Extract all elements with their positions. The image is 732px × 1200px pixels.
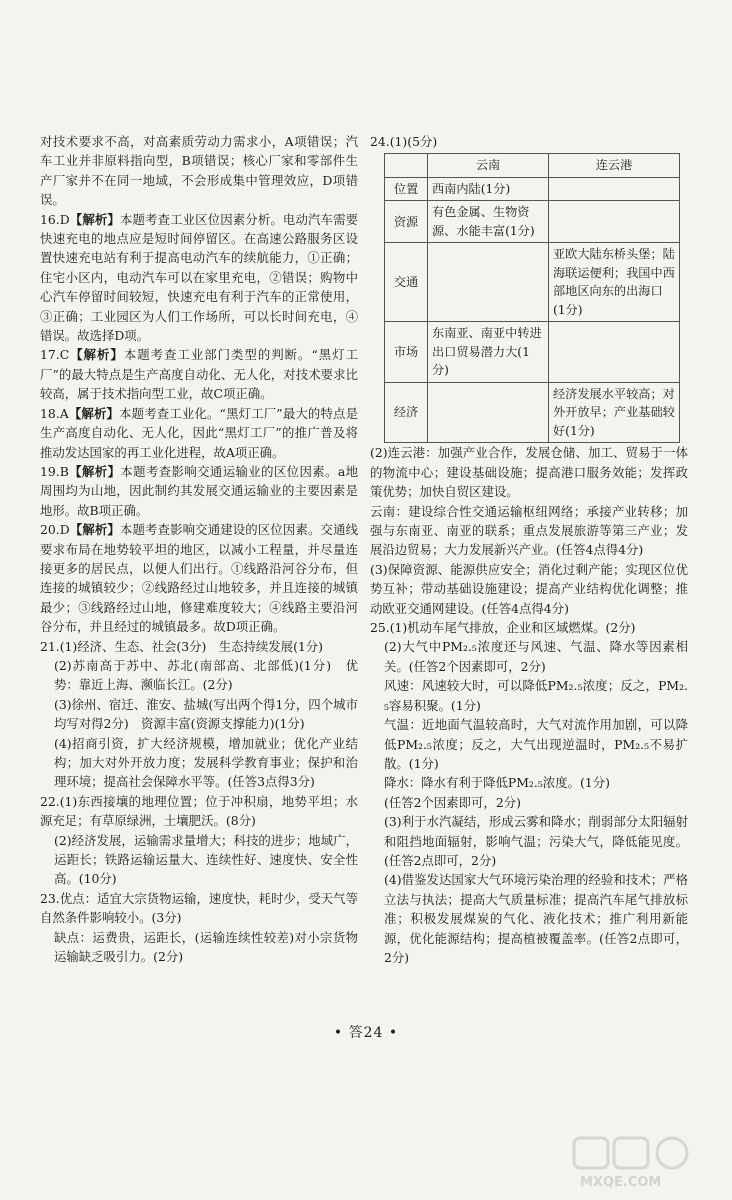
left-column — [40, 132, 358, 966]
answer-25-3: (3)利于水汽凝结，形成云雾和降水；削弱部分太阳辐射和阻挡地面辐射，影响气温；污染大气，降低能见度。(任答2点即可，2分) — [384, 814, 688, 868]
table-header-cell: 云南 — [428, 154, 549, 178]
table-cell: 东南亚、南亚中转进出口贸易潜力大(1分) — [428, 322, 549, 383]
table-cell: 交通 — [385, 243, 428, 322]
answer-19: 19.B【解析】本题考查影响交通运输业的区位因素。a地周围均为山地，因此制约其发展交通运输业的主要因素是地形。故B项正确。 — [40, 463, 359, 518]
table-row — [385, 201, 680, 243]
answer-21-4: (4)招商引资，扩大经济规模，增加就业；优化产业结构；加大对外开放力度；发展科学教育事业；保护和治理环境；提高社会保障水平等。(任答3点得3分) — [54, 735, 358, 790]
answer-23-1: 23.优点：适宜大宗货物运输，速度快，耗时少，受天气等自然条件影响较小。(3分) — [40, 890, 358, 926]
answer-25-1: 25.(1)机动车尾气排放，企业和区域燃煤。(2分) — [370, 620, 636, 636]
table-row — [385, 322, 680, 383]
answer-18: 18.A【解析】本题考查工业化。“黑灯工厂”最大的特点是生产高度自动化、无人化，因此“黑灯工厂”的推广普及将推动发达国家的再工业化进程，故A项正确。 — [40, 405, 359, 460]
table-cell: 市场 — [385, 322, 428, 383]
table-cell: 位置 — [385, 177, 428, 201]
answer-21-2: (2)苏南高于苏中、苏北(南部高、北部低)(1分) 优势：靠近上海、濒临长江。(2分) — [54, 657, 358, 693]
answer-22-2: (2)经济发展，运输需求量增大；科技的进步；地域广，运距长；铁路运输运量大、连续性好、速度快、安全性高。(10分) — [54, 832, 358, 887]
answer-24-2b: 云南：建设综合性交通运输枢纽网络；承接产业转移；加强与东南亚、南亚的联系；重点发展旅游等第三产业；发展沿边贸易；大力发展新兴产业。(任答4点得4分) — [370, 503, 688, 558]
table-cell: 资源 — [385, 201, 428, 243]
answer-25-2-wind: 风速：风速较大时，可以降低PM₂.₅浓度；反之，PM₂.₅容易积聚。(1分) — [384, 678, 688, 713]
right-column — [370, 132, 688, 967]
comparison-table — [384, 153, 680, 443]
answer-21-3: (3)徐州、宿迁、淮安、盐城(写出两个得1分，四个城市均写对得2分) 资源丰富(资源支撑能力)(1分) — [54, 696, 358, 732]
answer-16: 16.D【解析】本题考查工业区位因素分析。电动汽车需要快速充电的地点应是短时间停留区。在高速公路服务区设置快速充电站有利于提高电动汽车的续航能力，①正确；住宅小区内，电动汽车可以在家里充电，②错误；购物中心汽车停留时间较短，快速充电有利于汽车的正常使用，③正确；工业园区为人们工作场所，可以长时间充电，④错误。故选择D项。 — [40, 211, 359, 344]
answer-22-1: 22.(1)东西接壤的地理位置；位于冲积扇，地势平坦；水源充足；有草原绿洲，土壤肥沃。(8分) — [40, 793, 358, 829]
answer-15-cont: 对技术要求不高，对高素质劳动力需求小，A项错误；汽车工业并非原料指向型，B项错误；核心厂家和零部件生产厂家并不在同一地域，不会形成集中管理效应，D项错误。 — [40, 134, 358, 208]
answer-25-2-note: (任答2个因素即可，2分) — [384, 794, 521, 810]
answer-25-2: (2)大气中PM₂.₅浓度还与风速、气温、降水等因素相关。(任答2个因素即可，2分) — [384, 639, 688, 674]
answer-20: 20.D【解析】本题考查影响交通建设的区位因素。交通线要求布局在地势较平坦的地区，以减小工程量，并尽量连接更多的居民点，以便人们出行。①线路沿河谷分布，但连接的城镇较少；②线路经过山地较多，并且连接的城镇最少；③线路经过山地，修建难度较大；④线路主要沿河谷分布，并且经过的城镇最多。故D项正确。 — [40, 522, 359, 635]
answer-23-2: 缺点：运费贵，运距长，(运输连续性较差)对小宗货物运输缺乏吸引力。(2分) — [54, 929, 358, 965]
answer-24-3: (3)保障资源、能源供应安全；消化过剩产能；实现区位优势互补；带动基础设施建设；提高产业结构优化调整；推动欧亚交通网建设。(任答4点得4分) — [370, 561, 688, 616]
table-cell: 亚欧大陆东桥头堡；陆海联运便利；我国中西部地区向东的出海口(1分) — [549, 243, 680, 322]
answer-25-4: (4)借鉴发达国家大气环境污染治理的经验和技术；严格立法与执法；提高大气质量标准；提高汽车尾气排放标准；积极发展煤炭的气化、液化技术；推广利用新能源，优化能源结构；提高植被覆盖率。(任答2点即可，2分) — [384, 872, 688, 965]
answer-25-2-temp: 气温：近地面气温较高时，大气对流作用加剧，可以降低PM₂.₅浓度；反之，大气出现逆温时，PM₂.₅不易扩散。(1分) — [384, 717, 688, 771]
table-cell — [549, 177, 680, 201]
table-cell: 有色金属、生物资源、水能丰富(1分) — [428, 201, 549, 243]
table-header-row — [385, 154, 680, 178]
answer-25-2-rain: 降水：降水有利于降低PM₂.₅浓度。(1分) — [384, 775, 610, 791]
answer-24-2: (2)连云港：加强产业合作，发展仓储、加工、贸易于一体的物流中心；建设基础设施；提高港口服务效能；发挥政策优势；加快自贸区建设。 — [370, 445, 688, 500]
watermark-logo — [572, 1134, 722, 1192]
answer-21-1: 21.(1)经济、生态、社会(3分) 生态持续发展(1分) — [40, 638, 324, 654]
table-cell — [428, 243, 549, 322]
table-row — [385, 177, 680, 201]
page-number: • 答24 • — [333, 1025, 399, 1041]
table-cell: 西南内陆(1分) — [428, 177, 549, 201]
table-row — [385, 382, 680, 443]
table-cell — [549, 201, 680, 243]
table-cell: 经济发展水平较高；对外开放早；产业基础较好(1分) — [549, 382, 680, 443]
answer-17: 17.C【解析】本题考查工业部门类型的判断。“黑灯工厂”的最大特点是生产高度自动化、无人化，对技术要求比较高，属于技术指向型工业，故C项正确。 — [40, 347, 358, 402]
table-cell: 经济 — [385, 382, 428, 443]
watermark-text: MXQE.COM — [580, 1175, 662, 1190]
table-cell — [549, 322, 680, 383]
answer-24-header: 24.(1)(5分) — [370, 134, 438, 149]
table-header-cell: 连云港 — [549, 154, 680, 178]
table-cell — [428, 382, 549, 443]
table-row — [385, 243, 680, 322]
table-header-cell — [385, 154, 428, 178]
